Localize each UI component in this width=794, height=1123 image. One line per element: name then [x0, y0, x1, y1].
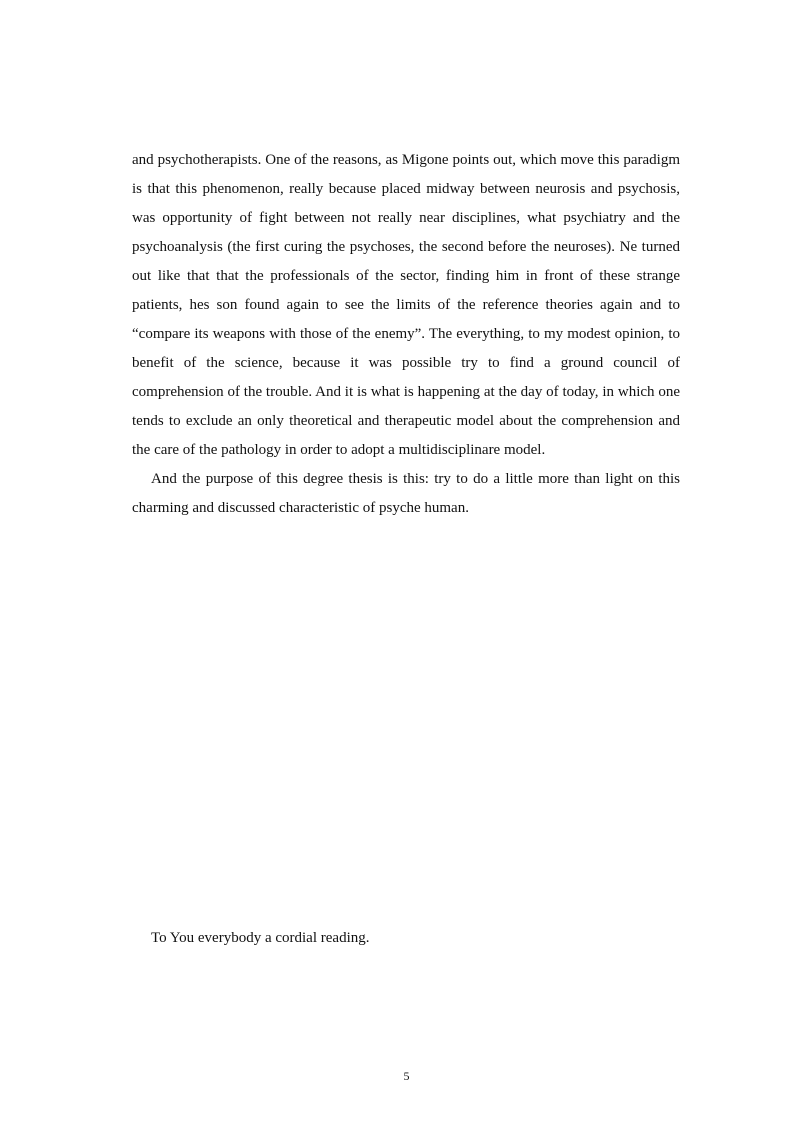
closing-line: To You everybody a cordial reading.	[151, 930, 370, 946]
paragraph-continuation: and psychotherapists. One of the reasons, as Migone points out, which move this paradigm is that this phenomenon, really because placed midway between neurosis and psychosis, was opportunity of fight between not really near disciplines, what psychiatry and the psychoanalysis (the first curing the psychoses, the second before the neuroses). Ne turned out like that that the professionals of the sector, finding him in front of these strange patients, hes son found again to see the limits of the reference theories again and to “compare its weapons with those of the enemy”. The everything, to my modest opinion, to benefit of the science, because it was possible try to find a ground council of comprehension of the trouble. And it is what is happening at the day of today, in which one tends to exclude an only theoretical and therapeutic model about the comprehension and the care of the pathology in order to adopt a multidisciplinare model.	[132, 152, 680, 458]
body-text	[132, 146, 680, 523]
page-number: 5	[403, 1069, 410, 1083]
paragraph-thesis-purpose: And the purpose of this degree thesis is this: try to do a little more than light on this charming and discussed characteristic of psyche human.	[132, 471, 680, 516]
